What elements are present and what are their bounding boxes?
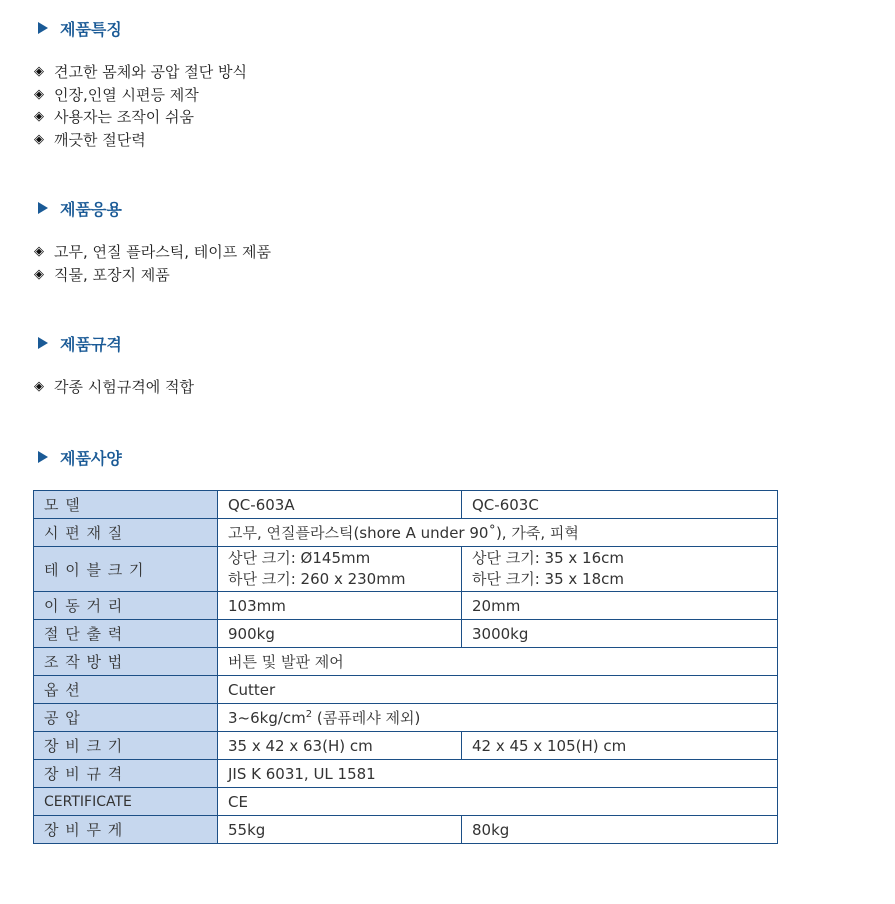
section-title-text: 제품특징 (60, 19, 122, 39)
diamond-bullet-icon: ◈ (34, 64, 44, 79)
list-item: ◈ 인장,인열 시편등 제작 (34, 84, 247, 107)
list-item: ◈ 깨긋한 절단력 (34, 129, 247, 152)
section-title-standards (38, 331, 122, 355)
cell-value: 상단 크기: Ø145mm 하단 크기: 260 x 230mm (218, 547, 462, 592)
triangle-right-icon (38, 337, 48, 349)
cell-value: JIS K 6031, UL 1581 (218, 760, 778, 788)
list-item: ◈ 직물, 포장지 제품 (34, 264, 271, 287)
cell-value: 35 x 42 x 63(H) cm (218, 732, 462, 760)
row-label: 조 작 방 법 (34, 648, 218, 676)
row-label: 절 단 출 력 (34, 620, 218, 648)
list-item: ◈ 사용자는 조작이 쉬움 (34, 106, 247, 129)
row-label: 장 비 무 게 (34, 816, 218, 844)
cell-value: 55kg (218, 816, 462, 844)
row-label: 장 비 크 기 (34, 732, 218, 760)
section-title-text: 제품사양 (60, 448, 122, 468)
row-label: 장 비 규 격 (34, 760, 218, 788)
cell-value: 고무, 연질플라스틱(shore A under 90˚), 가죽, 피혁 (218, 519, 778, 547)
table-row (34, 648, 778, 676)
cell-value: 3000kg (462, 620, 778, 648)
table-row (34, 816, 778, 844)
row-label: 시 편 재 질 (34, 519, 218, 547)
standards-list (34, 376, 194, 399)
cell-value: 900kg (218, 620, 462, 648)
cell-value: QC-603A (218, 491, 462, 519)
diamond-bullet-icon: ◈ (34, 109, 44, 124)
table-row (34, 788, 778, 816)
table-row (34, 620, 778, 648)
row-label: 공 압 (34, 704, 218, 732)
table-row (34, 704, 778, 732)
diamond-bullet-icon: ◈ (34, 131, 44, 147)
applications-list (34, 241, 271, 286)
diamond-bullet-icon: ◈ (34, 379, 44, 394)
cell-value: 상단 크기: 35 x 16cm 하단 크기: 35 x 18cm (462, 547, 778, 592)
section-title-text: 제품규격 (60, 334, 122, 354)
diamond-bullet-icon: ◈ (34, 244, 44, 259)
cell-value: Cutter (218, 676, 778, 704)
section-title-applications (38, 196, 122, 220)
table-row (34, 519, 778, 547)
triangle-right-icon (38, 451, 48, 463)
row-label: 이 동 거 리 (34, 592, 218, 620)
table-row (34, 732, 778, 760)
list-item: ◈ 견고한 몸체와 공압 절단 방식 (34, 61, 247, 84)
table-row (34, 491, 778, 519)
section-title-specs (38, 445, 122, 469)
row-label: 테 이 블 크 기 (34, 547, 218, 592)
spec-table (33, 490, 778, 844)
row-label: 모 델 (34, 491, 218, 519)
cell-value: QC-603C (462, 491, 778, 519)
cell-value: $3\sim 6kg/cm^2$ (콤퓨레샤 제외) (218, 704, 778, 732)
section-title-features (38, 16, 122, 40)
list-item: ◈ 각종 시험규격에 적합 (34, 376, 194, 399)
list-item: ◈ 고무, 연질 플라스틱, 테이프 제품 (34, 241, 271, 264)
table-row (34, 592, 778, 620)
cell-value: 42 x 45 x 105(H) cm (462, 732, 778, 760)
table-row (34, 760, 778, 788)
cell-value: 80kg (462, 816, 778, 844)
cell-value: CE (218, 788, 778, 816)
table-row (34, 676, 778, 704)
triangle-right-icon (38, 22, 48, 34)
diamond-bullet-icon: ◈ (34, 86, 44, 102)
features-list (34, 61, 247, 151)
section-title-text: 제품응용 (60, 199, 122, 219)
cell-value: 103mm (218, 592, 462, 620)
row-label: CERTIFICATE (34, 788, 218, 816)
diamond-bullet-icon: ◈ (34, 266, 44, 282)
cell-value: 20mm (462, 592, 778, 620)
triangle-right-icon (38, 202, 48, 214)
cell-value: 버튼 및 발판 제어 (218, 648, 778, 676)
row-label: 옵 션 (34, 676, 218, 704)
table-row (34, 547, 778, 592)
